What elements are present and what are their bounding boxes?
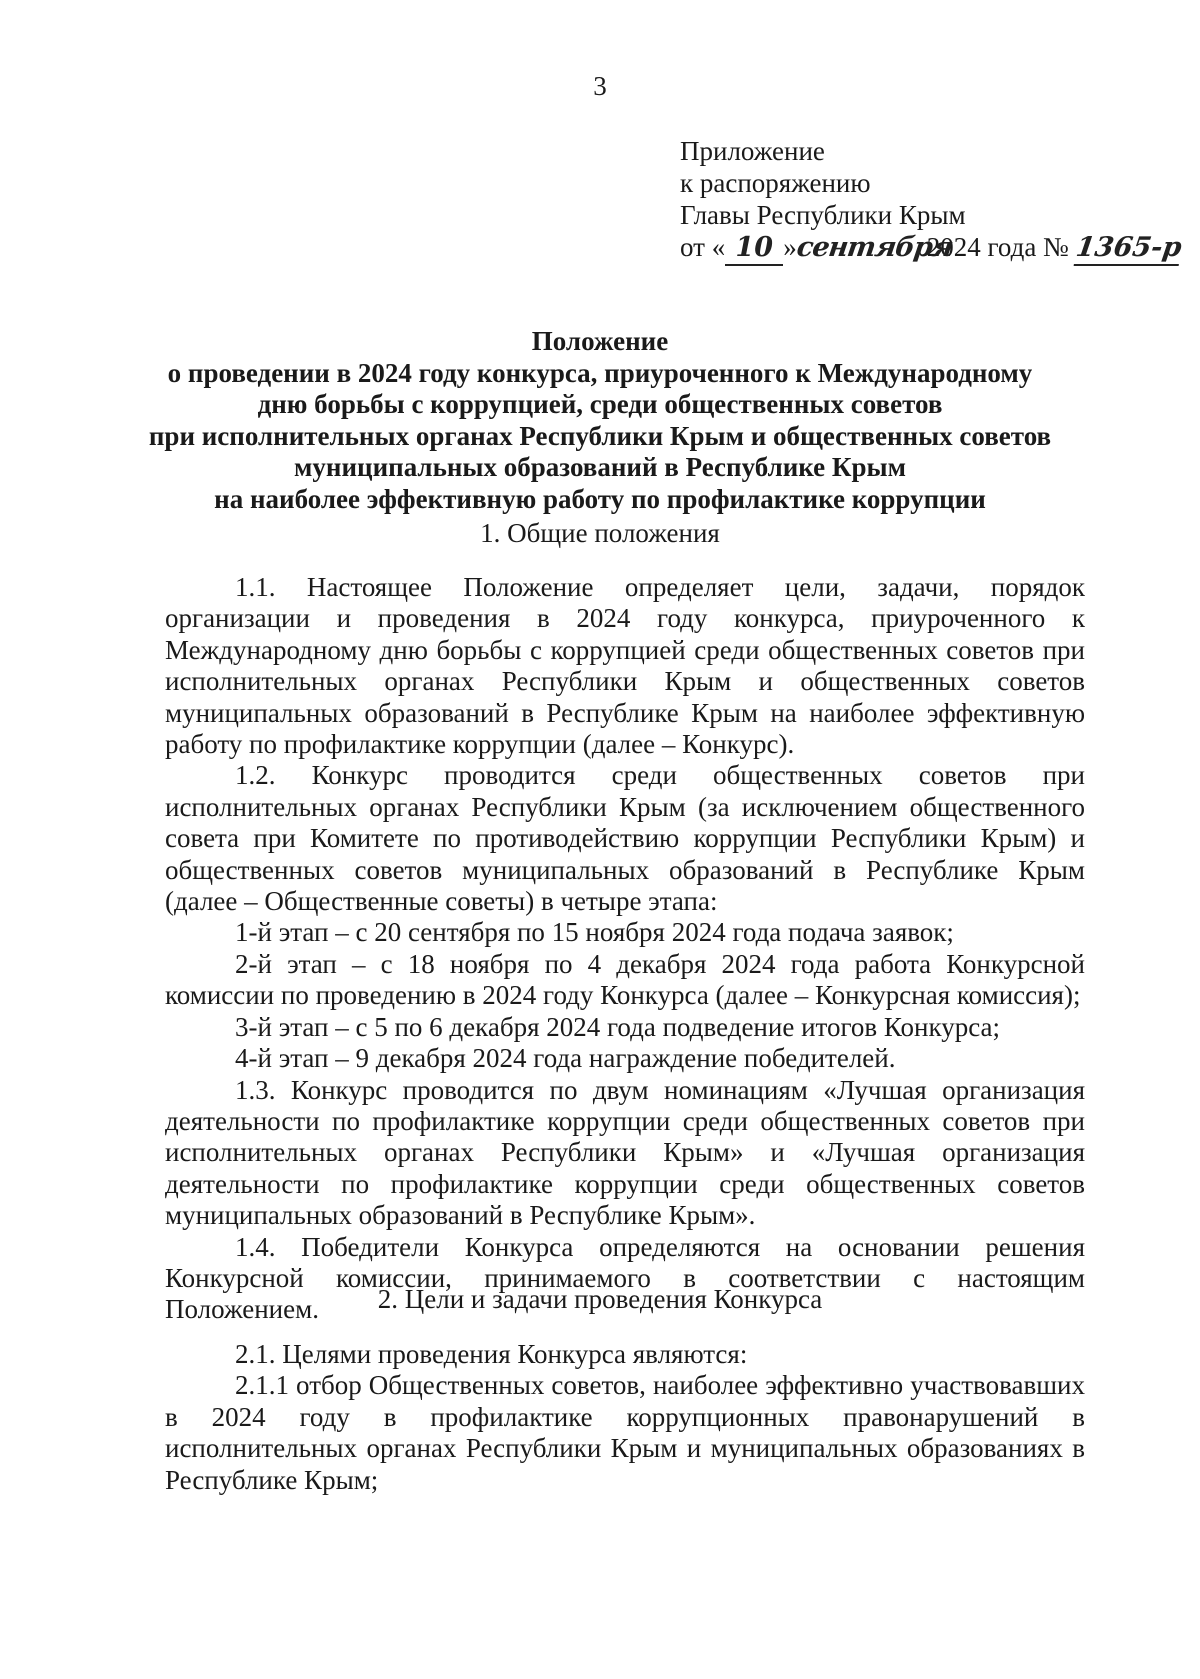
appendix-line-2: к распоряжению xyxy=(680,168,871,198)
handwritten-number: 1365-р xyxy=(1073,232,1183,266)
date-prefix: от « xyxy=(680,232,726,262)
page-number: 3 xyxy=(593,71,607,101)
stage-1: 1-й этап – с 20 сентября по 15 ноября 2024 года подача заявок; xyxy=(235,917,954,948)
appendix-line-1: Приложение xyxy=(680,136,825,166)
appendix-block xyxy=(680,135,1184,266)
paragraph-1-1: 1.1. Настоящее Положение определяет цели, задачи, порядок организации и проведения в 2024 году конкурса, приуроченного к Международному дню борьбы с коррупцией среди общественных советов при исполнительных органах Республики Крым и общественных советов муниципальных образований в Республике Крым на наиболее эффективную работу по профилактике коррупции (далее – Конкурс). xyxy=(165,572,1085,760)
title-line-4: при исполнительных органах Республики Крым и общественных советов xyxy=(148,420,1052,451)
section-2-body xyxy=(165,1339,1085,1496)
section-1-body xyxy=(165,572,1085,1326)
title-line-5: муниципальных образований в Республике Крым xyxy=(294,452,906,482)
handwritten-month: сентября xyxy=(794,232,955,263)
quote-close: » xyxy=(783,232,797,262)
stage-2: 2-й этап – с 18 ноября по 4 декабря 2024 года работа Конкурсной комиссии по проведению в 2024 году Конкурса (далее – Конкурсная комиссия); xyxy=(165,948,1085,1011)
paragraph-1-2: 1.2. Конкурс проводится среди общественных советов при исполнительных органах Республики Крым (за исключением общественного совета при Комитете по противодействию коррупции Республики Крым) и общественных советов муниципальных образований в Республике Крым (далее – Общественные советы) в четыре этапа: xyxy=(165,760,1085,917)
appendix-date-line xyxy=(680,231,1184,266)
document-title xyxy=(140,326,1060,515)
paragraph-1-3: 1.3. Конкурс проводится по двум номинациям «Лучшая организация деятельности по профилактике коррупции среди общественных советов при исполнительных органах Республики Крым» и «Лучшая организация деятельности по профилактике коррупции среди общественных советов муниципальных образований в Республике Крым». xyxy=(165,1074,1085,1231)
paragraph-1-4: 1.4. Победители Конкурса определяются на основании решения Конкурсной комиссии, принимаемого в соответствии с настоящим Положением. xyxy=(165,1231,1085,1325)
stage-3: 3-й этап – с 5 по 6 декабря 2024 года подведение итогов Конкурса; xyxy=(235,1011,1001,1042)
year-text: 2024 года № xyxy=(926,232,1069,262)
paragraph-2-1: 2.1. Целями проведения Конкурса являются: xyxy=(235,1339,748,1369)
title-line-3: дню борьбы с коррупцией, среди общественных советов xyxy=(257,389,943,419)
stage-4: 4-й этап – 9 декабря 2024 года награждение победителей. xyxy=(235,1043,896,1074)
title-line-6: на наиболее эффективную работу по профилактике коррупции xyxy=(214,483,986,514)
section-2-heading: 2. Цели и задачи проведения Конкурса xyxy=(377,1284,823,1314)
handwritten-day: 10 xyxy=(725,232,783,266)
title-line-2: о проведении в 2024 году конкурса, приуроченного к Международному xyxy=(167,357,1033,388)
section-1-heading: 1. Общие положения xyxy=(480,518,720,548)
paragraph-2-1-1: 2.1.1 отбор Общественных советов, наиболее эффективно участвовавших в 2024 году в профилактике коррупционных правонарушений в исполнительных органах Республики Крым и муниципальных образованиях в Республике Крым; xyxy=(165,1370,1085,1495)
appendix-line-3: Главы Республики Крым xyxy=(680,200,966,230)
title-line-1: Положение xyxy=(531,326,669,356)
